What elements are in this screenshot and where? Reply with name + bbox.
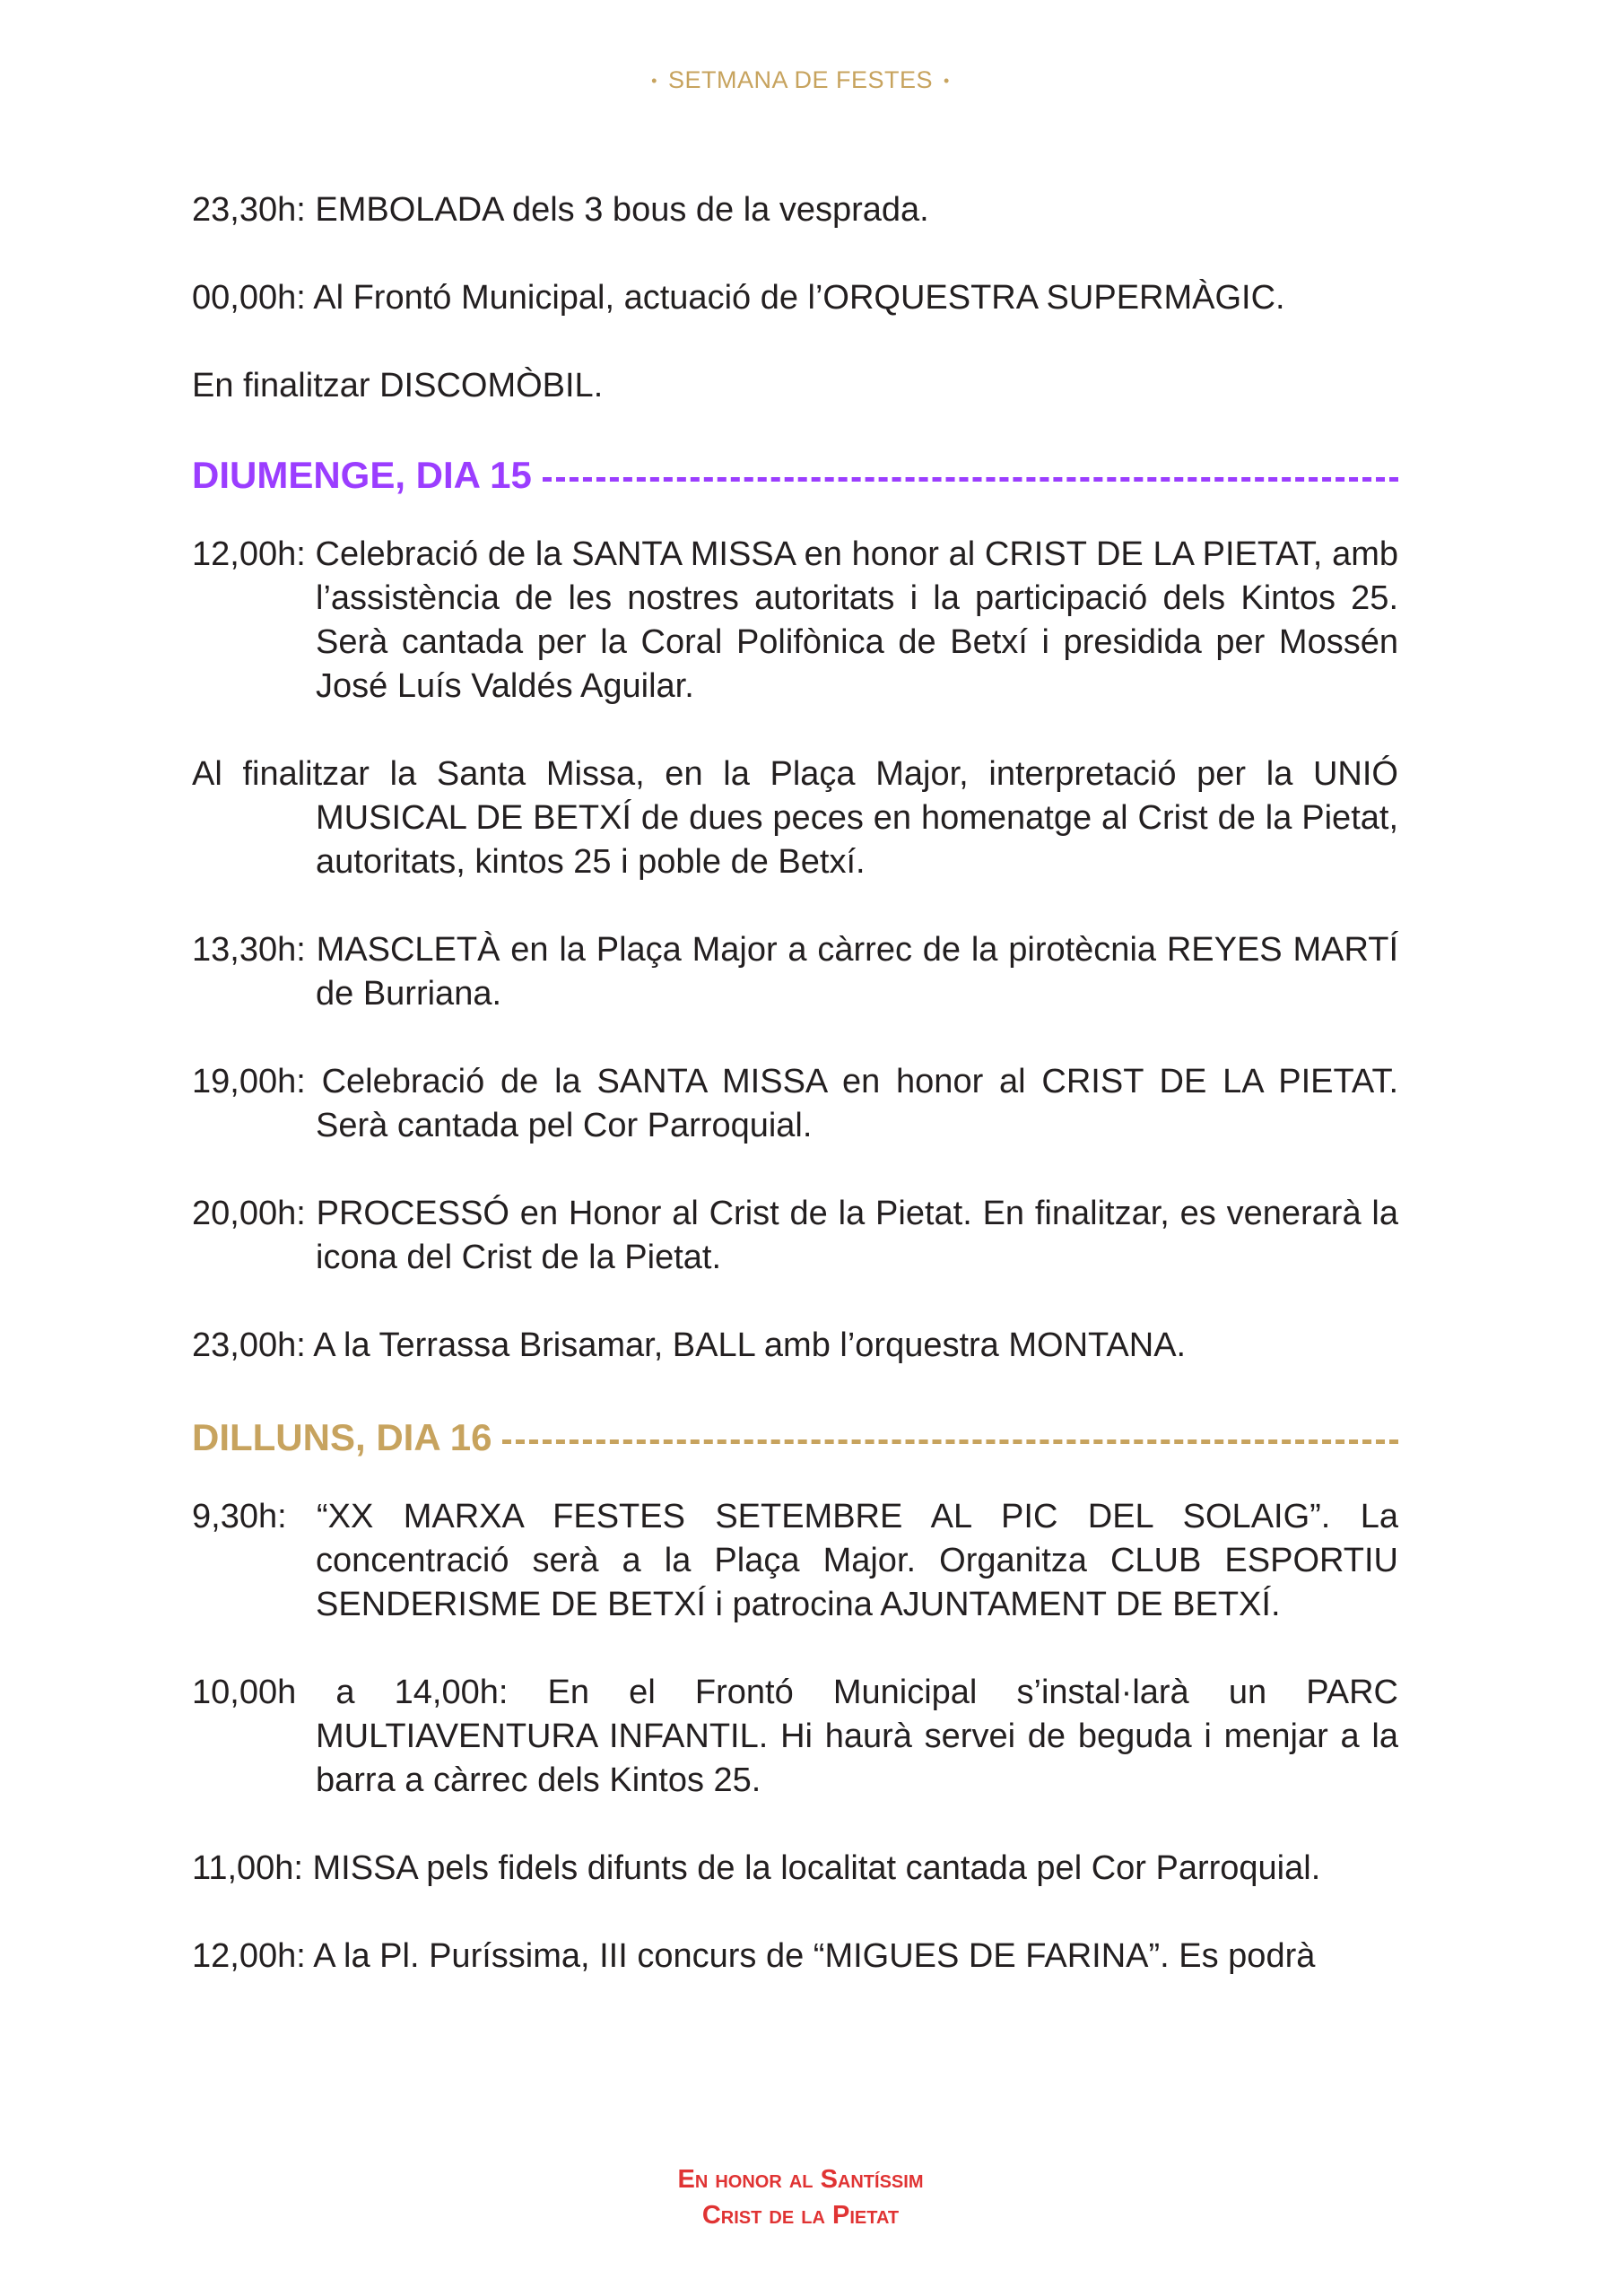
schedule-entry: 10,00h a 14,00h: En el Frontó Municipal s’instal·larà un PARC MULTIAVENTURA INFANTIL. Hi haurà servei de beguda i menjar a la barra a càrrec dels Kintos 25. bbox=[192, 1674, 1398, 1799]
schedule-content bbox=[192, 188, 1398, 2022]
schedule-entry: Al finalitzar la Santa Missa, en la Plaça Major, interpretació per la UNIÓ MUSICAL DE BETXÍ de dues peces en homenatge al Crist de la Pietat, autoritats, kintos 25 i poble de Betxí. bbox=[192, 755, 1398, 881]
section-heading-label: DILLUNS, DIA 16 bbox=[192, 1416, 492, 1458]
schedule-entry: 23,30h: EMBOLADA dels 3 bous de la vesprada. bbox=[192, 191, 929, 229]
section-heading-monday bbox=[192, 1414, 1398, 1461]
schedule-entry: 11,00h: MISSA pels fidels difunts de la localitat cantada pel Cor Parroquial. bbox=[192, 1849, 1321, 1887]
footer-line: Crist de la Pietat bbox=[701, 2201, 900, 2230]
dashed-rule bbox=[543, 477, 1398, 482]
footer-dedication bbox=[0, 2161, 1601, 2233]
schedule-entry: 19,00h: Celebració de la SANTA MISSA en honor al CRIST DE LA PIETAT. Serà cantada pel Cor Parroquial. bbox=[192, 1063, 1398, 1144]
dashed-rule bbox=[502, 1439, 1398, 1444]
schedule-entry: 00,00h: Al Frontó Municipal, actuació de l’ORQUESTRA SUPERMÀGIC. bbox=[192, 279, 1285, 317]
running-header-title: SETMANA DE FESTES bbox=[667, 66, 934, 93]
schedule-entry: 12,00h: Celebració de la SANTA MISSA en honor al CRIST DE LA PIETAT, amb l’assistència de les nostres autoritats i la participació dels Kintos 25. Serà cantada per la Coral Polifònica de Betxí i presidida per Mossén José Luís Valdés Aguilar. bbox=[192, 535, 1398, 705]
footer-line: En honor al Santíssim bbox=[677, 2165, 924, 2194]
schedule-entry: 9,30h: “XX MARXA FESTES SETEMBRE AL PIC DEL SOLAIG”. La concentració serà a la Plaça Major. Organitza CLUB ESPORTIU SENDERISME DE BETXÍ i patrocina AJUNTAMENT DE BETXÍ. bbox=[192, 1498, 1398, 1623]
running-header bbox=[0, 66, 1601, 94]
schedule-entry: En finalitzar DISCOMÒBIL. bbox=[192, 367, 604, 404]
schedule-entry: 23,00h: A la Terrassa Brisamar, BALL amb l’orquestra MONTANA. bbox=[192, 1326, 1187, 1364]
bullet-dot-icon: • bbox=[651, 72, 657, 91]
schedule-entry: 20,00h: PROCESSÓ en Honor al Crist de la Pietat. En finalitzar, es venerarà la icona del Crist de la Pietat. bbox=[192, 1195, 1398, 1276]
schedule-entry: 13,30h: MASCLETÀ en la Plaça Major a càrrec de la pirotècnia REYES MARTÍ de Burriana. bbox=[192, 931, 1398, 1013]
bullet-dot-icon: • bbox=[944, 72, 950, 91]
schedule-entry: 12,00h: A la Pl. Puríssima, III concurs de “MIGUES DE FARINA”. Es podrà bbox=[192, 1937, 1316, 1975]
section-heading-label: DIUMENGE, DIA 15 bbox=[192, 454, 532, 496]
section-heading-sunday bbox=[192, 452, 1398, 499]
